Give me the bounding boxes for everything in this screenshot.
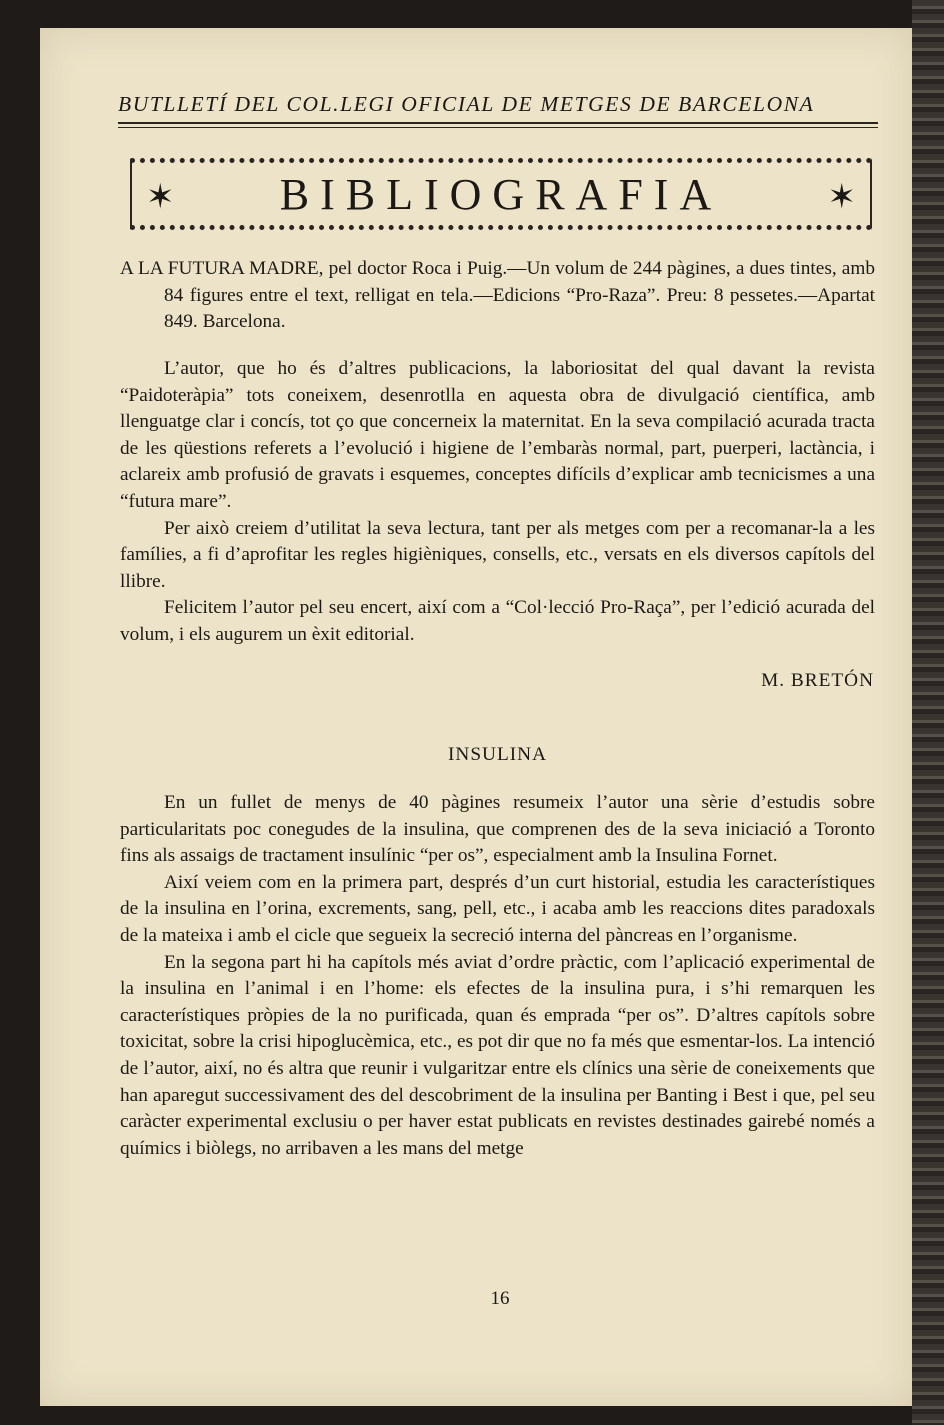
star-ornament-right-icon: ✶ [827, 179, 856, 216]
review-paragraph: En la segona part hi ha capítols més aviat d’ordre pràctic, com l’aplicació experimental de la insulina en l’animal i en l’home: els efectes de la insulina pura, i s’hi remarquen les característiques pròpies de la no purificada, quan és emprada “per os”. D’altres capítols sobre toxicitat, sobre la crisi hipoglucèmica, etc., es pot dir que no fa més que esmentar-los. La intenció de l’autor, així, no és altra que reunir i vulgaritzar entre els clínics una sèrie de coneixements que han aparegut successivament des del descobriment de la insulina per Banting i Best i que, pel seu caràcter experimental exclusiu o per haver estat publicats en revistes destinades gairebé només a químics i biòlegs, no arribaven a les mans del metge [120, 951, 875, 1159]
bibliographic-entry: A LA FUTURA MADRE, pel doctor Roca i Puig.—Un volum de 244 pàgines, a dues tintes, amb 84 figures entre el text, relligat en tela.—Edicions “Pro-Raza”. Preu: 8 pessetes.—Apartat 849. Barcelona. [120, 258, 875, 333]
section-title: BIBLIOGRAFIA [279, 170, 723, 219]
binding-edge [912, 0, 944, 1425]
review-body-2 [120, 790, 875, 1162]
journal-page [40, 28, 912, 1406]
running-head: BUTLLETÍ DEL COL.LEGI OFICIAL DE METGES DE BARCELONA [118, 92, 815, 116]
header-rule-thin [118, 127, 878, 128]
review-paragraph: Per això creiem d’utilitat la seva lectura, tant per als metges com per a recomanar-la a les famílies, a fi d’aprofitar les regles higièniques, consells, etc., versats en els diversos capítols del llibre. [120, 517, 875, 592]
review-paragraph: L’autor, que ho és d’altres publicacions, la laboriositat del qual davant la revista “Paidoteràpia” tots coneixem, desenrotlla en aquesta obra de divulgació científica, amb llenguatge clar i concís, tot ço que concerneix la maternitat. En la seva compilació acurada tracta de les qüestions referets a l’evolució i higiene de l’embaràs normal, part, puerperi, lactància, i aclareix amb profusió de gravats i esquemes, conceptes difícils d’explicar amb tecnicismes a una “futura mare”. [120, 358, 875, 512]
star-ornament-left-icon: ✶ [146, 179, 175, 216]
header-rule-thick [118, 122, 878, 124]
section-heading-insulina: INSULINA [447, 744, 548, 765]
review-paragraph: Felicitem l’autor pel seu encert, així com a “Col·lecció Pro-Raça”, per l’edició acurada del volum, i els augurem un èxit editorial. [120, 597, 875, 645]
review-signature: M. BRETÓN [761, 670, 874, 691]
page-number: 16 [490, 1288, 510, 1309]
review-paragraph: Així veiem com en la primera part, després d’un curt historial, estudia les característiques de la insulina en l’orina, excrements, sang, pell, etc., i acaba amb les reaccions dites paradoxals de la mateixa i amb el cicle que segueix la secreció interna del pàncreas en l’organisme. [120, 871, 875, 946]
review-paragraph: En un fullet de menys de 40 pàgines resumeix l’autor una sèrie d’estudis sobre particularitats poc conegudes de la insulina, que comprenen des de la seva iniciació a Toronto fins als assaigs de tractament insulínic “per os”, especialment amb la Insulina Fornet. [120, 792, 875, 867]
review-body-1 [120, 356, 875, 649]
section-banner [130, 158, 872, 230]
